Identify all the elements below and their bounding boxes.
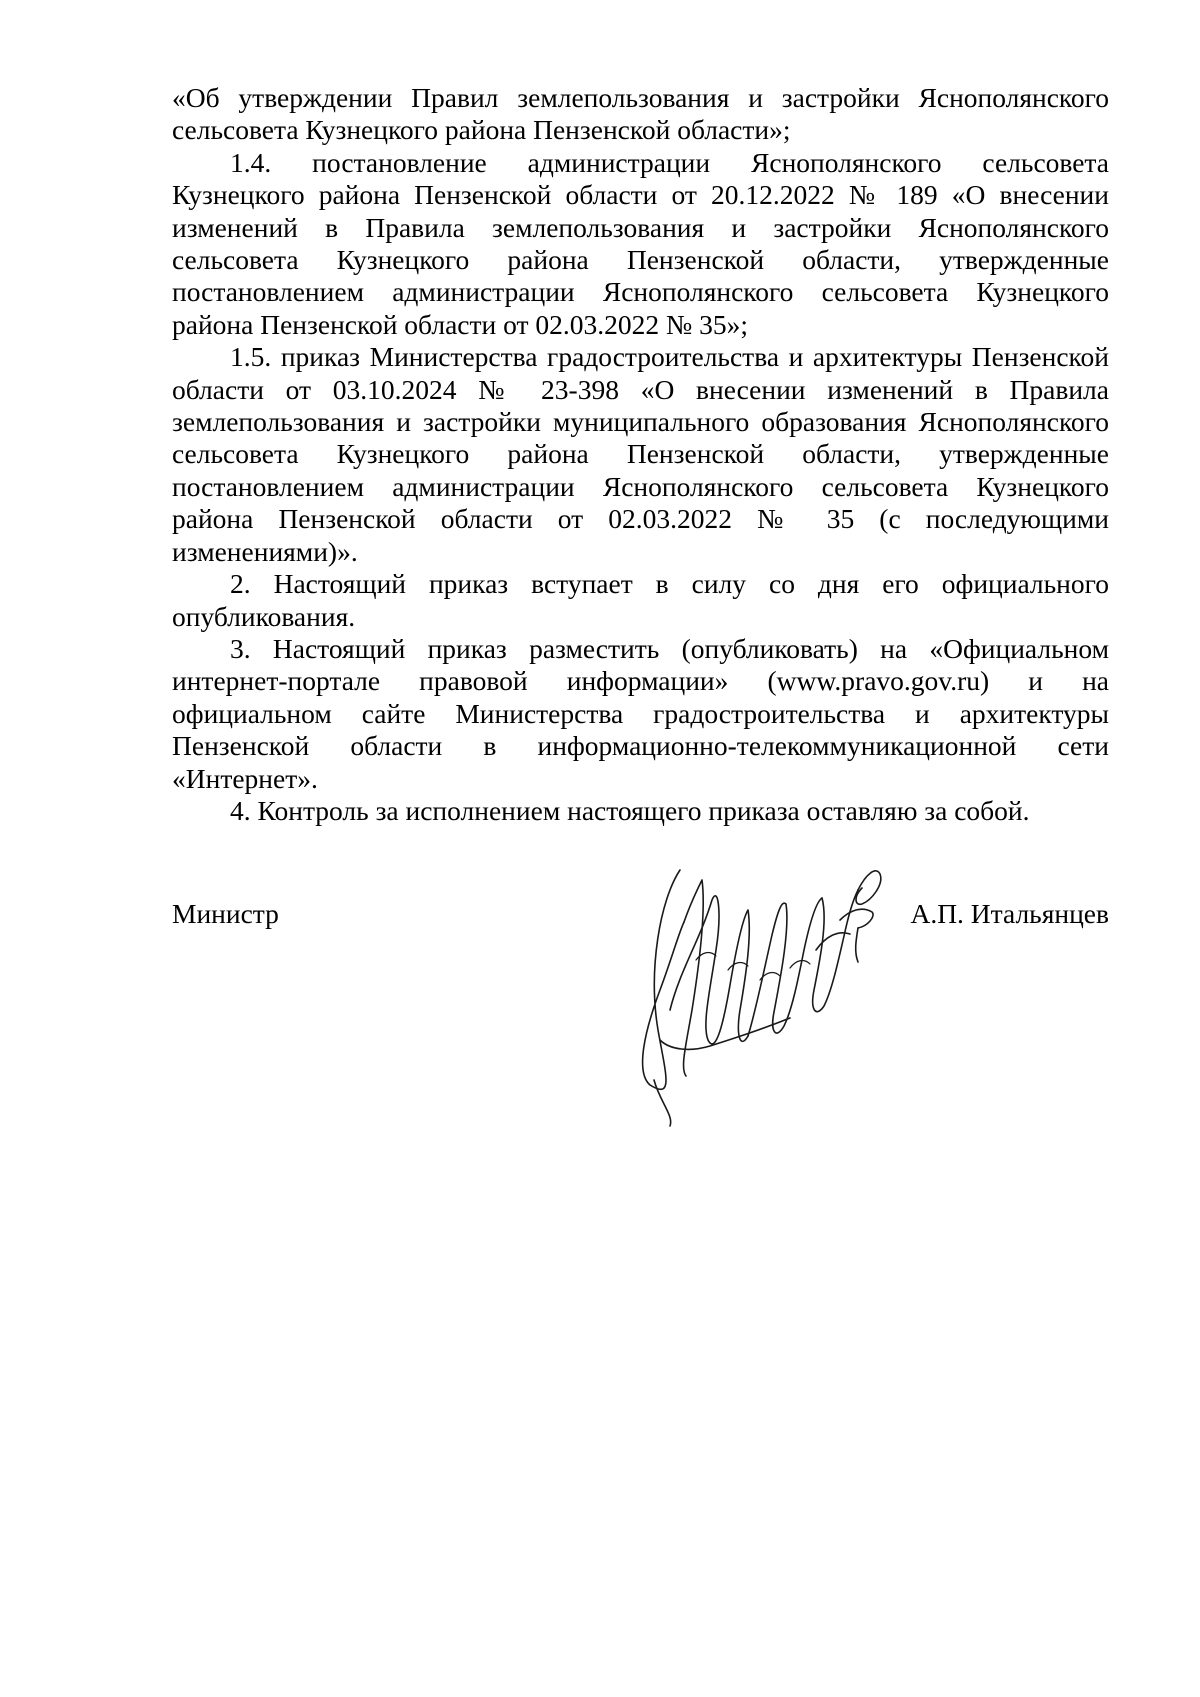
signature-stroke [660,1018,790,1049]
signature-stroke [654,1080,671,1126]
signature-stroke [856,871,881,904]
document-body [172,82,1109,827]
signature-stroke [728,963,748,970]
paragraph-item-3: 3. Настоящий приказ разместить (опубликовать) на «Официальном интернет-портале правовой информации» (www.pravo.gov.ru) и на официальном сайте Министерства градостроительства и архитектуры Пензенской области в информационно-телекоммуникационной сети «Интернет». [172,632,1109,794]
paragraph-continuation: «Об утверждении Правил землепользования и застройки Яснополянского сельсовета Кузнецкого района Пензенской области»; [172,82,1109,146]
paragraph-item-1-5: 1.5. приказ Министерства градостроительства и архитектуры Пензенской области от 03.10.2024 № 23-398 «О внесении изменений в Правила землепользования и застройки муниципального образования Яснополянского сельсовета Кузнецкого района Пензенской области, утвержденные постановлением администрации Яснополянского сельсовета Кузнецкого района Пензенской области от 02.03.2022 № 35 (с последующими изменениями)». [172,341,1109,567]
signature-stroke [856,928,858,962]
signature-stroke [643,870,684,1089]
signature-stroke [670,896,749,1044]
paragraph-item-1-4: 1.4. постановление администрации Яснополянского сельсовета Кузнецкого района Пензенской области от 20.12.2022 № 189 «О внесении изменений в Правила землепользования и застройки Яснополянского сельсовета Кузнецкого района Пензенской области, утвержденные постановлением администрации Яснополянского сельсовета Кузнецкого района Пензенской области от 02.03.2022 № 35»; [172,146,1109,340]
signature-stroke [684,880,704,1076]
signatory-name: А.П. Итальянцев [910,898,1109,929]
signature-stroke [813,890,858,1012]
signature-stroke [840,909,873,928]
signatory-title: Министр [172,898,279,929]
handwritten-signature [640,840,900,1140]
paragraph-item-2: 2. Настоящий приказ вступает в силу со дня его официального опубликования. [172,568,1109,632]
signature-stroke [748,898,822,1036]
paragraph-item-4: 4. Контроль за исполнением настоящего приказа оставляю за собой. [230,794,1030,826]
